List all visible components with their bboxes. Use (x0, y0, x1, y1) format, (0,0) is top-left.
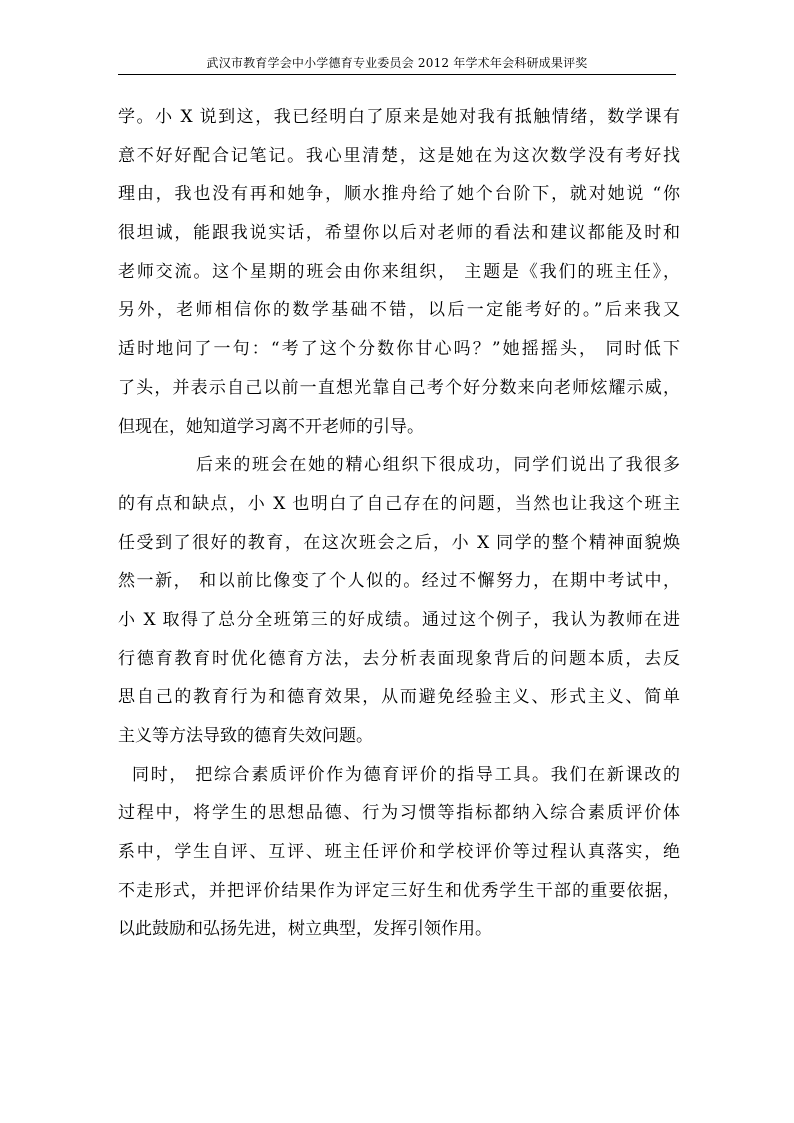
paragraph-2-line-3: 任受到了很好的教育，在这次班会之后，小 X 同学的整个精神面貌焕 (118, 532, 680, 553)
paragraph-1-line-6: 另外，老师相信你的数学基础不错，以后一定能考好的。”后来我又 (118, 300, 680, 321)
paragraph-1-line-3: 理由，我也没有再和她争，顺水推舟给了她个台阶下，就对她说 “你 (118, 184, 680, 205)
paragraph-2-line-6: 行德育教育时优化德育方法，去分析表面现象背后的问题本质，去反 (118, 648, 680, 669)
paragraph-1 (118, 98, 680, 446)
paragraph-3-line-1: 同时， 把综合素质评价作为德育评价的指导工具。我们在新课改的 (132, 764, 680, 785)
header-title: 武汉市教育学会中小学德育专业委员会 2012 年学术年会科研成果评奖 (206, 56, 588, 70)
paragraph-1-line-8: 了头，并表示自己以前一直想光靠自己考个好分数来向老师炫耀示威， (118, 377, 680, 398)
paragraph-3-line-3: 系中，学生自评、互评、班主任评价和学校评价等过程认真落实，绝 (118, 842, 680, 863)
paragraph-2-line-5: 小 X 取得了总分全班第三的好成绩。通过这个例子，我认为教师在进 (118, 609, 680, 630)
paragraph-3 (118, 756, 680, 949)
paragraph-1-line-2: 意不好好配合记笔记。我心里清楚，这是她在为这次数学没有考好找 (118, 145, 680, 166)
paragraph-2-line-4: 然一新， 和以前比像变了个人似的。经过不懈努力，在期中考试中， (118, 571, 680, 592)
paragraph-2-line-7: 思自己的教育行为和德育效果，从而避免经验主义、形式主义、简单 (118, 687, 680, 708)
paragraph-2 (118, 446, 680, 756)
paragraph-3-line-4: 不走形式，并把评价结果作为评定三好生和优秀学生干部的重要依据， (118, 880, 680, 901)
paragraph-2-line-1: 后来的班会在她的精心组织下很成功，同学们说出了我很多 (196, 455, 680, 476)
header-rule (118, 74, 676, 75)
paragraph-2-line-8: 主义等方法导致的德育失效问题。 (118, 726, 373, 746)
body-text (118, 98, 680, 949)
paragraph-1-line-1: 学。小 X 说到这，我已经明白了原来是她对我有抵触情绪，数学课有 (118, 107, 680, 127)
page-header (118, 52, 676, 74)
paragraph-1-line-5: 老师交流。这个星期的班会由你来组织， 主题是《我们的班主任》， (118, 261, 680, 282)
paragraph-3-line-5: 以此鼓励和弘扬先进，树立典型，发挥引领作用。 (118, 919, 492, 940)
paragraph-3-line-2: 过程中，将学生的思想品德、行为习惯等指标都纳入综合素质评价体 (118, 803, 680, 824)
paragraph-1-line-4: 很坦诚，能跟我说实话，希望你以后对老师的看法和建议都能及时和 (118, 223, 680, 244)
paragraph-2-line-2: 的有点和缺点，小 X 也明白了自己存在的问题，当然也让我这个班主 (118, 493, 680, 514)
paragraph-1-line-7: 适时地问了一句：“考了这个分数你甘心吗？”她摇摇头， 同时低下 (118, 339, 680, 360)
paragraph-1-line-9: 但现在，她知道学习离不开老师的引导。 (118, 416, 424, 437)
